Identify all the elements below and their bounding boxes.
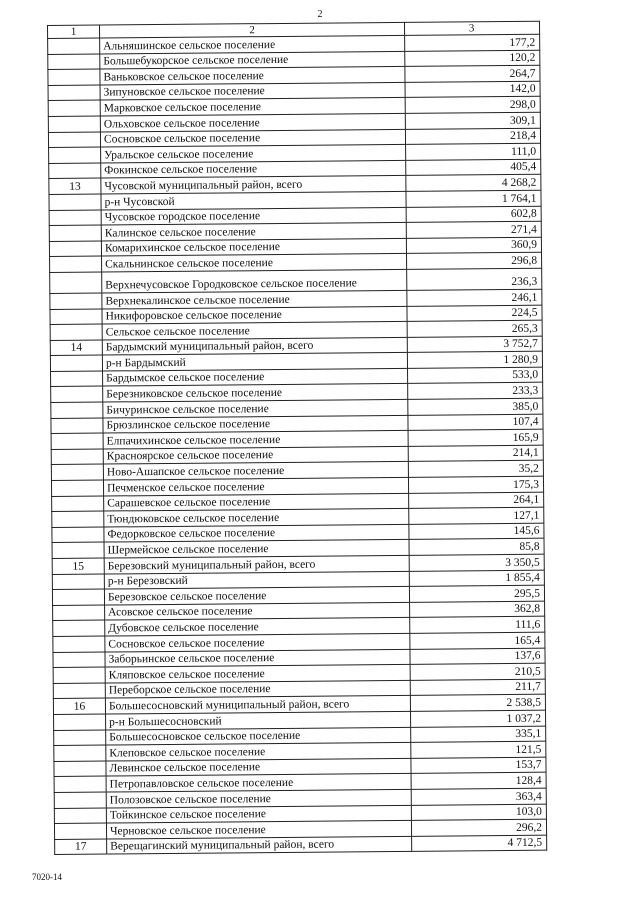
row-name: Комарихинское сельское поселение	[101, 238, 406, 256]
row-name: Марковское сельское поселение	[100, 98, 405, 116]
row-value: 214,1	[408, 445, 543, 462]
row-value: 121,5	[411, 741, 546, 758]
row-number	[54, 745, 106, 761]
row-name: Чусовской муниципальный район, всего	[101, 176, 406, 194]
row-value: 3 752,7	[407, 336, 542, 353]
row-name: Брюзлинское сельское поселение	[103, 415, 408, 433]
row-name: Никифоровское сельское поселение	[102, 306, 407, 324]
row-value: 4 712,5	[412, 835, 547, 852]
row-name: Фокинское сельское поселение	[101, 160, 406, 178]
row-value: 2 538,5	[410, 695, 545, 712]
row-name: Черновское сельское поселение	[106, 820, 411, 838]
row-name: Березовское сельское поселение	[104, 587, 409, 605]
row-number	[54, 761, 106, 777]
header-col-2: 2	[100, 22, 405, 38]
row-number	[54, 776, 106, 792]
row-number	[52, 589, 104, 605]
row-name: р-н Бардымский	[102, 353, 407, 371]
row-value: 142,0	[405, 81, 540, 98]
row-value: 1 855,4	[409, 570, 544, 587]
row-number	[49, 163, 101, 179]
row-value: 298,0	[405, 97, 540, 114]
row-name: Скальнинское сельское поселение	[102, 254, 407, 272]
row-value: 127,1	[409, 507, 544, 524]
row-number	[53, 683, 105, 699]
row-number	[50, 293, 102, 309]
row-number	[50, 324, 102, 340]
row-number	[49, 147, 101, 163]
row-number	[48, 38, 100, 54]
row-name: Верещагинский муниципальный район, всего	[107, 836, 412, 854]
row-number	[53, 620, 105, 636]
row-name: Красноярское сельское поселение	[103, 446, 408, 464]
row-value: 1 037,2	[411, 710, 546, 727]
row-name: Альняшинское сельское поселение	[100, 35, 405, 53]
row-number	[48, 85, 100, 101]
row-number	[48, 100, 100, 116]
row-number	[48, 116, 100, 132]
row-name: Заборьинское сельское поселение	[105, 649, 410, 667]
row-name: р-н Чусовской	[101, 191, 406, 209]
row-number	[50, 309, 102, 325]
row-name: Дубовское сельское поселение	[105, 618, 410, 636]
row-number	[51, 449, 103, 465]
row-name: Сельское сельское поселение	[102, 321, 407, 339]
row-name: Березниковское сельское поселение	[103, 384, 408, 402]
row-name: Зипуновское сельское поселение	[100, 82, 405, 100]
row-value: 1 280,9	[407, 351, 542, 368]
row-number	[48, 132, 100, 148]
row-number	[50, 256, 102, 272]
row-name: Клеповское сельское поселение	[106, 742, 411, 760]
row-name: Сосновское сельское поселение	[105, 633, 410, 651]
row-number	[51, 386, 103, 402]
row-name: Петропавловское сельское поселение	[106, 774, 411, 792]
row-name: Бичуринское сельское поселение	[103, 399, 408, 417]
row-value: 153,7	[411, 757, 546, 774]
row-value: 295,5	[409, 585, 544, 602]
row-value: 165,4	[410, 632, 545, 649]
row-name: Ольховское сельское поселение	[100, 113, 405, 131]
row-number	[50, 355, 102, 371]
row-number	[54, 714, 106, 730]
row-number: 14	[50, 340, 102, 356]
row-value: 363,4	[411, 788, 546, 805]
row-value: 296,2	[411, 819, 546, 836]
row-number	[54, 730, 106, 746]
row-value: 85,8	[409, 539, 544, 556]
row-name: Уральское сельское поселение	[101, 145, 406, 163]
row-number	[54, 823, 106, 839]
row-number	[51, 402, 103, 418]
row-value: 103,0	[411, 804, 546, 821]
row-number	[49, 210, 101, 226]
row-number	[53, 667, 105, 683]
row-name: Сосновское сельское поселение	[100, 129, 405, 147]
row-value: 210,5	[410, 663, 545, 680]
row-value: 120,2	[405, 50, 540, 67]
row-number	[51, 418, 103, 434]
row-value: 246,1	[407, 289, 542, 306]
row-name: р-н Березовский	[104, 571, 409, 589]
row-name: Переборское сельское поселение	[105, 680, 410, 698]
row-value: 177,2	[405, 34, 540, 51]
row-value: 224,5	[407, 305, 542, 322]
row-number	[48, 54, 100, 70]
row-number	[53, 605, 105, 621]
row-value: 218,4	[405, 128, 540, 145]
row-number	[49, 194, 101, 210]
row-value: 1 764,1	[406, 190, 541, 207]
row-name: Асовское сельское поселение	[105, 602, 410, 620]
row-value: 405,4	[406, 159, 541, 176]
row-number	[52, 511, 104, 527]
header-col-3: 3	[404, 21, 539, 35]
row-name: Калинское сельское поселение	[101, 222, 406, 240]
row-name: Тойкинское сельское поселение	[106, 805, 411, 823]
row-name: Ново-Ашапское сельское поселение	[103, 462, 408, 480]
row-value: 145,6	[409, 523, 544, 540]
row-name: Бардымское сельское поселение	[103, 368, 408, 386]
row-name: Печменское сельское поселение	[103, 477, 408, 495]
row-value: 309,1	[405, 112, 540, 129]
row-value: 233,3	[408, 383, 543, 400]
row-name: Левинское сельское поселение	[106, 758, 411, 776]
row-name: Сарашевское сельское поселение	[104, 493, 409, 511]
row-number	[52, 542, 104, 558]
row-number: 13	[49, 178, 101, 194]
row-name: Чусовское городское поселение	[101, 207, 406, 225]
row-number	[54, 808, 106, 824]
row-value: 137,6	[410, 648, 545, 665]
row-name: Елпачихинское сельское поселение	[103, 431, 408, 449]
row-number: 15	[52, 558, 104, 574]
row-value: 175,3	[408, 476, 543, 493]
document-code: 7020-14	[32, 872, 62, 882]
row-name: Шермейское сельское поселение	[104, 540, 409, 558]
row-value: 4 268,2	[406, 175, 541, 192]
row-value: 360,9	[406, 237, 541, 254]
page-number: 2	[317, 9, 323, 20]
row-number	[54, 792, 106, 808]
row-number: 16	[53, 698, 105, 714]
row-number	[51, 371, 103, 387]
row-number	[53, 636, 105, 652]
row-number	[51, 433, 103, 449]
row-name: Верхнекалинское сельское поселение	[102, 290, 407, 308]
row-value: 335,1	[411, 726, 546, 743]
row-name: Ваньковское сельское поселение	[100, 67, 405, 85]
row-name: Федорковское сельское поселение	[104, 524, 409, 542]
row-value: 264,1	[409, 492, 544, 509]
row-number	[49, 241, 101, 257]
row-value: 111,0	[406, 143, 541, 160]
row-value: 35,2	[408, 461, 543, 478]
row-number	[49, 225, 101, 241]
row-name: Большесосновский муниципальный район, всего	[105, 696, 410, 714]
row-name: Большесосновское сельское поселение	[106, 727, 411, 745]
row-name: Бардымский муниципальный район, всего	[102, 337, 407, 355]
row-number	[50, 272, 102, 293]
header-col-1: 1	[48, 25, 100, 38]
row-number	[53, 652, 105, 668]
row-value: 271,4	[406, 221, 541, 238]
row-name: Полозовское сельское поселение	[106, 789, 411, 807]
row-name: р-н Большесосновский	[106, 711, 411, 729]
row-value: 533,0	[408, 367, 543, 384]
row-number	[52, 574, 104, 590]
row-value: 265,3	[407, 320, 542, 337]
row-value: 111,6	[410, 617, 545, 634]
row-value: 211,7	[410, 679, 545, 696]
row-value: 602,8	[406, 206, 541, 223]
row-name: Большебукорское сельское поселение	[100, 51, 405, 69]
row-name: Тюндюковское сельское поселение	[104, 509, 409, 527]
allocation-table	[47, 21, 547, 856]
row-number	[52, 496, 104, 512]
row-value: 3 350,5	[409, 554, 544, 571]
row-value: 107,4	[408, 414, 543, 431]
row-value: 236,3	[407, 268, 542, 290]
row-value: 128,4	[411, 772, 546, 789]
row-value: 385,0	[408, 398, 543, 415]
row-number: 17	[55, 839, 107, 855]
row-number	[52, 527, 104, 543]
row-name: Верхнечусовское Городковское сельское поселение	[102, 269, 407, 293]
row-value: 362,8	[410, 601, 545, 618]
row-value: 264,7	[405, 65, 540, 82]
row-value: 296,8	[407, 253, 542, 270]
row-number	[48, 69, 100, 85]
table-body	[48, 21, 547, 855]
row-value: 165,9	[408, 429, 543, 446]
row-number	[51, 480, 103, 496]
row-name: Кляповское сельское поселение	[105, 665, 410, 683]
row-name: Березовский муниципальный район, всего	[104, 555, 409, 573]
row-number	[51, 464, 103, 480]
